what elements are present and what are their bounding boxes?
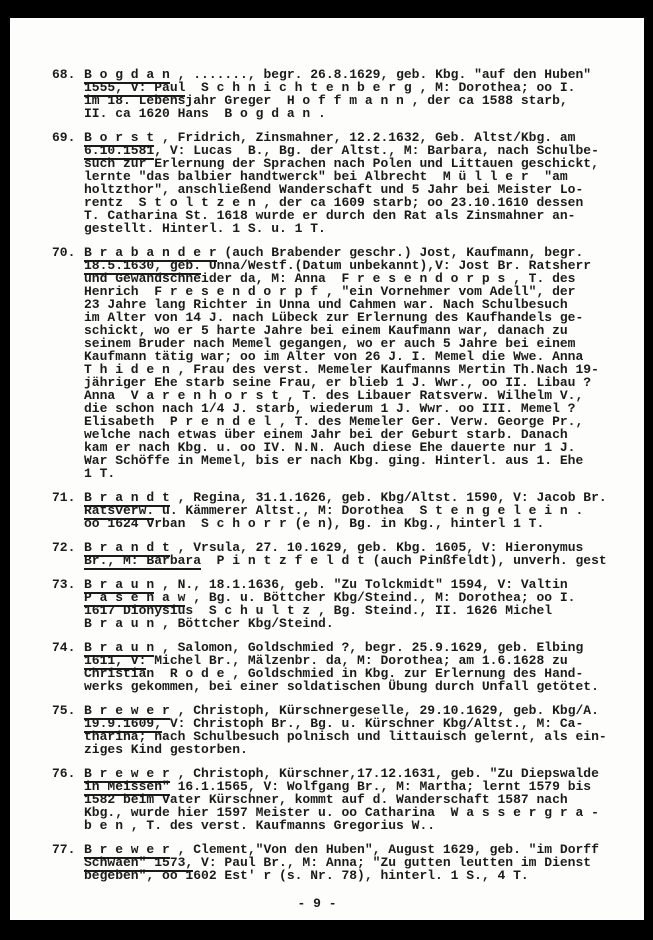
plain-text: im 18. Lebensjahr Greger H o f f m a n n , der ca 1588 starb, [84,93,568,108]
plain-text: rentz S t o l t z e n , der ca 1609 starb; oo 23.10.1610 dessen [84,195,584,210]
entries [52,68,632,882]
entry [52,843,632,882]
plain-text: schickt, wo er 5 harte Jahre bei einem Kaufmann war, danach zu [84,323,568,338]
plain-text: , Fridrich, Zinsmahner, 12.2.1632, Geb. Altst/Kbg. am [154,130,576,145]
underlined-text: B r e w e r [84,703,170,718]
entry-line [84,222,632,235]
underlined-text: 19.9.1609, [84,716,163,731]
plain-text: b e n , T. des verst. Kaufmanns Gregorius W.. [84,818,436,833]
underlined-text: B r a u n [84,640,155,655]
plain-text: Elisabeth P r e n d e l , T. des Memeler Ger. Verw. George Pr., [84,414,584,429]
plain-text: P i n t z f e l d t (auch Pinßfeldt), unverh. gest [201,553,607,568]
plain-text: , V: Lucas B., Bg. der Altst., M: Barbara, nach Schulbe- [154,143,599,158]
entry-number: 77. [52,842,76,857]
entry [52,578,632,630]
plain-text: , Christoph, Kürschner,17.12.1631, geb. "Zu Diepswalde [169,766,599,781]
entry [52,704,632,756]
entry-line [84,454,632,467]
plain-text: 1582 beim Vater Kürschner, kommt auf d. Wanderschaft 1587 nach [84,792,568,807]
entry [52,641,632,693]
underlined-text: 1611, V: [84,653,147,668]
plain-text: begeben", oo 1602 Est' r (s. Nr. 78), hinterl. 1 S., 4 T. [84,868,529,883]
document-page [10,18,644,920]
plain-text: kam er nach Kbg. u. oo IV. N.N. Auch diese Ehe dauerte nur 1 J. [84,440,576,455]
entry-line [84,554,632,567]
entry-text [84,843,632,882]
entry [52,246,632,480]
plain-text: Kbg., wurde hier 1597 Meister u. oo Catharina W a s s e r g r a - [84,805,599,820]
entry-text [84,541,632,567]
plain-text: B r a u n , Böttcher Kbg/Steind. [84,616,334,631]
entry [52,767,632,832]
plain-text: tharina; nach Schulbesuch polnisch und littauisch gelernt, als ein- [84,729,607,744]
plain-text: seinem Bruder nach Memel gegangen, wo er auch 5 Jahre bei einem [84,336,576,351]
entry [52,131,632,235]
plain-text: 1 T. [84,466,116,481]
plain-text: Anna V a r e n h o r s t , T. des Libauer Ratsverw. Wilhelm V., [84,388,584,403]
plain-text: und Gewandschneider da, M: Anna F r e s e n d o r p s , T. des [84,271,576,286]
plain-text: S c h n i c h t e n b e r g , M: Dorothea; oo I. [185,80,576,95]
plain-text: 23 Jahre lang Richter in Unna und Cahmen war. Nach Schulbesuch [84,297,568,312]
entry-text [84,68,632,120]
entry-line [84,517,632,530]
entry-line [84,743,632,756]
page-number: - 9 - [297,896,337,911]
entry-text [84,767,632,832]
entry [52,68,632,120]
plain-text: oo 1624 Vrban S c h o r r (e n), Bg. in Kbg., hinterl 1 T. [84,516,545,531]
plain-text: , Regina, 31.1.1626, geb. Kbg/Altst. 1590, V: Jacob Br. [169,490,607,505]
plain-text: gestellt. Hinterl. 1 S. u. 1 T. [84,221,326,236]
underlined-text: B o g d a n [84,67,170,82]
underlined-text: B o r s t [84,130,155,145]
entry-text [84,578,632,630]
underlined-text: 1555, V: Paul [84,80,186,95]
plain-text: ziges Kind gestorben. [84,742,248,757]
underlined-text: B r a u n [84,577,155,592]
plain-text: , Bg. u. Böttcher Kbg/Steind., M: Dorothea; oo I. [185,590,576,605]
plain-text: (auch Brabender geschr.) Jost, Kaufmann, begr. [216,245,584,260]
underlined-text: B r e w e r [84,766,170,781]
entry-number: 72. [52,540,76,555]
entry-number: 70. [52,245,76,260]
plain-text: , ......., begr. 26.8.1629, geb. Kbg. "auf den Huben" [169,67,592,82]
entry-text [84,491,632,530]
plain-text: V: Christoph Br., Bg. u. Kürschner Kbg/Altst., M: Ca- [162,716,584,731]
plain-text: jähriger Ehe starb seine Frau, er blieb 1 J. Wwr., oo II. Libau ? [84,375,592,390]
entry-number: 69. [52,130,76,145]
underlined-text: 6.10.1581 [84,143,155,158]
plain-text: , Salomon, Goldschmied ?, begr. 25.9.1629, geb. Elbing [154,640,584,655]
entry [52,491,632,530]
entry-line [84,467,632,480]
underlined-text: B r a b a n d e r [84,245,217,260]
plain-text: werks gekommen, bei einer soldatischen Übung durch Unfall getötet. [84,679,599,694]
plain-text: , N., 18.1.1636, geb. "Zu Tolckmidt" 1594, V: Valtin [154,577,568,592]
plain-text: Christian R o d e , Goldschmied in Kbg. zur Erlernung des Hand- [84,666,584,681]
underlined-text: in Meissen" [84,779,170,794]
plain-text: T. Catharina St. 1618 wurde er durch den Rat als Zinsmahner an- [84,208,576,223]
entry-line [84,869,632,882]
entry-number: 71. [52,490,76,505]
plain-text: die schon nach 1/4 J. starb, wiederum 1 J. Wwr. oo III. Memel ? [84,401,576,416]
underlined-text: Br., M: Barbara [84,553,202,568]
plain-text: Michel Br., Mälzenbr. da, M: Dorothea; am 1.6.1628 zu [146,653,568,668]
entry-number: 75. [52,703,76,718]
plain-text: II. ca 1620 Hans B o g d a n . [84,106,326,121]
entry-number: 73. [52,577,76,592]
entry-number: 74. [52,640,76,655]
plain-text: Henrich F r e s e n d o r p f , "ein Vornehmer vom Adell", der [84,284,576,299]
underlined-text: B r a n d t [84,540,170,555]
underlined-text: Ratsverw. [84,503,155,518]
entry-text [84,246,632,480]
plain-text: War Schöffe in Memel, bis er nach Kbg. ging. Hinterl. aus 1. Ehe [84,453,584,468]
entry-number: 68. [52,67,76,82]
underlined-text: Schwaen" 1573, [84,855,194,870]
underlined-text: B r e w e r [84,842,170,857]
plain-text: holtzthor", anschließend Wanderschaft und 5 Jahr bei Meister Lo- [84,182,584,197]
entry-line [84,819,632,832]
plain-text: 16.1.1565, V: Wolfgang Br., M: Martha; lernt 1579 bis [169,779,592,794]
plain-text: such zur Erlernung der Sprachen nach Polen und Littauen geschickt, [84,156,599,171]
entry-text [84,704,632,756]
underlined-text: P a s e n a w [84,590,186,605]
underlined-text: 18.5.1630, geb. [84,258,202,273]
plain-text: lernte "das balbier handtwerck" bei Albrecht M ü l l e r "am [84,169,568,184]
plain-text: V: Paul Br., M: Anna; "Zu gutten leutten im Dienst [193,855,592,870]
plain-text: Kaufmann tätig war; oo im Alter von 26 J. I. Memel die Wwe. Anna [84,349,584,364]
entry-text [84,131,632,235]
plain-text: im Alter von 14 J. nach Lübeck zur Erlernung des Kaufhandels ge- [84,310,584,325]
plain-text: , Clement,"Von den Huben", August 1629, geb. "im Dorff [169,842,599,857]
entry-line [84,107,632,120]
plain-text: , Vrsula, 27. 10.1629, geb. Kbg. 1605, V: Hieronymus [169,540,584,555]
entry-number: 76. [52,766,76,781]
entry-text [84,641,632,693]
plain-text: u. Kämmerer Altst., M: Dorothea S t e n g e l e i n . [154,503,584,518]
plain-text: welche nach etwas über einem Jahr bei der Geburt starb. Danach [84,427,568,442]
plain-text: 1617 Dionysius S c h u l t z , Bg. Steind., II. 1626 Michel [84,603,553,618]
plain-text: , Christoph, Kürschnergeselle, 29.10.1629, geb. Kbg/A. [169,703,599,718]
plain-text: T h i d e n , Frau des verst. Memeler Kaufmanns Mertin Th.Nach 19- [84,362,599,377]
entry [52,541,632,567]
entry-line [84,617,632,630]
entry-line [84,680,632,693]
underlined-text: B r a n d t [84,490,170,505]
plain-text: Unna/Westf.(Datum unbekannt),V: Jost Br. Ratsherr [201,258,592,273]
